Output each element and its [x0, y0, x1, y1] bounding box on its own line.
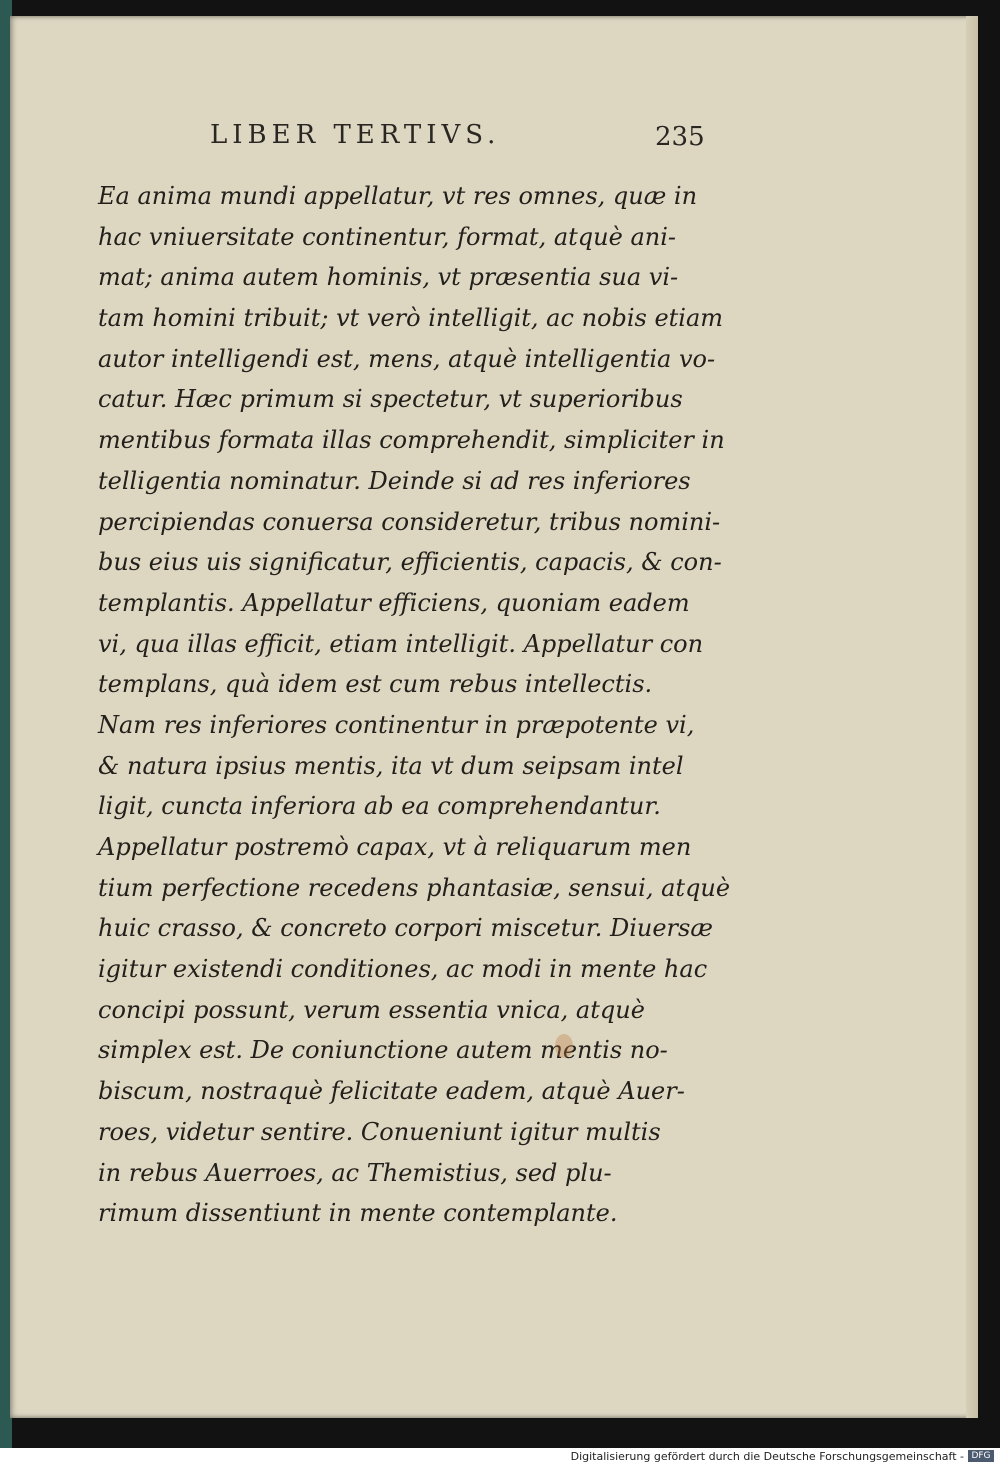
text-line: bus eius uis significatur, efficientis, capacis, & con- [98, 548, 722, 577]
text-line: simplex est. De coniunctione autem mentis no- [98, 1036, 668, 1065]
funding-credit: Digitalisierung gefördert durch die Deutsche Forschungsgemeinschaft - [570, 1450, 964, 1463]
running-head: LIBER TERTIVS. [210, 120, 501, 150]
text-line: roes, videtur sentire. Conueniunt igitur multis [98, 1117, 661, 1146]
text-line: templans, quà idem est cum rebus intellectis. [98, 670, 653, 699]
book-page [10, 16, 978, 1418]
text-line: Appellatur postremò capax, vt à reliquarum men [98, 833, 692, 861]
text-line: tam homini tribuit; vt verò intelligit, ac nobis etiam [98, 304, 724, 333]
dfg-logo: DFG [968, 1450, 994, 1462]
text-line: Nam res inferiores continentur in præpotente vi, [98, 710, 695, 739]
text-line: catur. Hæc primum si spectetur, vt superioribus [98, 385, 683, 414]
ink-smudge [555, 1034, 573, 1058]
body-text [98, 176, 731, 1234]
text-line: in rebus Auerroes, ac Themistius, sed plu- [98, 1158, 612, 1187]
text-line: igitur existendi conditiones, ac modi in mente hac [98, 955, 708, 984]
text-line: autor intelligendi est, mens, atquè intelligentia vo- [98, 344, 716, 373]
text-line: concipi possunt, verum essentia vnica, atquè [98, 995, 645, 1024]
page-edge [966, 16, 978, 1418]
text-line: & natura ipsius mentis, ita vt dum seipsam intel [98, 751, 684, 780]
text-line: rimum dissentiunt in mente contemplante. [98, 1199, 618, 1228]
text-line: percipiendas conuersa consideretur, tribus nomini- [98, 507, 721, 536]
text-line: huic crasso, & concreto corpori miscetur. Diuersæ [98, 914, 713, 943]
text-line: Ea anima mundi appellatur, vt res omnes, quæ in [98, 182, 698, 210]
text-line: mat; anima autem hominis, vt præsentia sua vi- [98, 263, 679, 292]
footer [0, 1448, 1000, 1465]
text-line: mentibus formata illas comprehendit, simpliciter in [98, 426, 725, 455]
text-line: templantis. Appellatur efficiens, quoniam eadem [98, 588, 690, 617]
text-line: biscum, nostraquè felicitate eadem, atquè Auer- [98, 1077, 685, 1106]
text-line: vi, qua illas efficit, etiam intelligit. Appellatur con [98, 629, 704, 658]
text-line: telligentia nominatur. Deinde si ad res inferiores [98, 466, 691, 495]
text-line: ligit, cuncta inferiora ab ea comprehendantur. [98, 792, 661, 821]
text-line: hac vniuersitate continentur, format, atquè ani- [98, 222, 676, 251]
page-number: 235 [655, 122, 705, 152]
text-line: tium perfectione recedens phantasiæ, sensui, atquè [98, 873, 731, 902]
